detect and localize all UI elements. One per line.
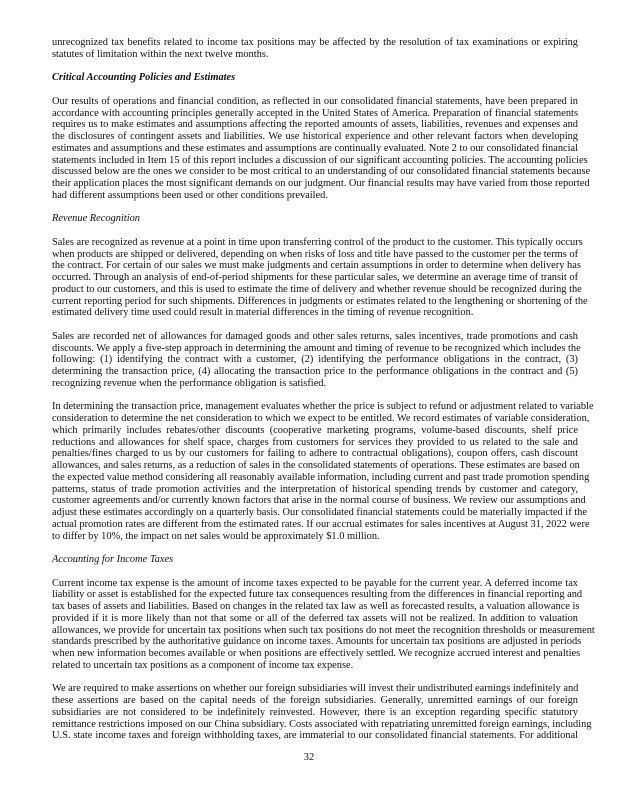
section-heading: Critical Accounting Policies and Estimates bbox=[52, 72, 236, 84]
text-line: following: (1) identifying the contract with a customer, (2) identifying the performance obligations in the contract, (3) bbox=[52, 354, 578, 366]
text-line: accordance with accounting principles generally accepted in the United States of America. Preparation of financial statements bbox=[52, 107, 578, 119]
page-number: 32 bbox=[303, 752, 315, 763]
text-line: requires us to make estimates and assumptions affecting the reported amounts of assets, liabilities, revenues and expenses and bbox=[52, 119, 578, 131]
paragraph bbox=[52, 236, 588, 319]
text-line: had different assumptions been used or other conditions prevailed. bbox=[52, 189, 328, 201]
text-line: when new information becomes available or when positions are effectively settled. We recognize accrued interest and penalties bbox=[52, 648, 581, 659]
text-line: which primarily includes rebates/other discounts (cooperative marketing programs, volume-based discounts, shelf price bbox=[52, 424, 578, 436]
text-line: unrecognized tax benefits related to income tax positions may be affected by the resolution of tax examinations or expiring bbox=[52, 37, 578, 48]
text-line: actual promotion rates are different from the estimated rates. If our accrual estimates for sales incentives at August 31, 2022 were bbox=[52, 518, 590, 530]
paragraph bbox=[52, 330, 581, 390]
text-line: when products are shipped or delivered, depending on when risks of loss and title have passed to the customer per the terms of bbox=[52, 248, 579, 260]
text-line: Sales are recognized as revenue at a point in time upon transferring control of the product to the customer. This typically occurs bbox=[52, 236, 583, 248]
paragraph bbox=[52, 683, 592, 742]
document-body bbox=[52, 37, 595, 754]
section-heading: Revenue Recognition bbox=[52, 213, 140, 225]
text-line: consideration to determine the net consideration to which we expect to be entitled. We record estimates of variable consideration, bbox=[52, 413, 590, 424]
text-line: penalties/fines charged to us by our customers for failing to adhere to contractual obligations), coupon offers, cash discount bbox=[52, 448, 578, 460]
text-line: the disclosures of contingent assets and liabilities. We use historical experience and other relevant factors when developing bbox=[52, 131, 578, 142]
text-line: tax bases of assets and liabilities. Based on changes in the related tax law as well as forecasted results, a valuation allowance is bbox=[52, 601, 580, 612]
text-line: standards prescribed by the authoritative guidance on income taxes. Amounts for uncertain tax positions are adjusted in periods bbox=[52, 636, 582, 648]
text-line: estimates and assumptions and these estimates and assumptions are continually evaluated. Note 2 to our consolidated financial bbox=[52, 142, 579, 154]
text-line: allowances, and sales returns, as a reduction of sales in the consolidated statements of operations. These estimates are based on bbox=[52, 460, 580, 471]
text-line: adjust these estimates accordingly on a quarterly basis. Our consolidated financial statements could be materially impacted if the bbox=[52, 507, 587, 518]
text-line: estimated delivery time used could result in material differences in the timing of revenue recognition. bbox=[52, 307, 474, 319]
text-line: recognizing revenue when the performance obligation is satisfied. bbox=[52, 377, 327, 389]
text-line: these assertions are based on the capital needs of the foreign subsidiaries. Generally, unremitted earnings of our foreign bbox=[52, 695, 578, 706]
text-line: remittance restrictions imposed on our China subsidiary. Costs associated with repatriating unremitted foreign earnings, including bbox=[52, 718, 592, 730]
text-line: related to uncertain tax positions as a component of income tax expense. bbox=[52, 659, 354, 671]
text-line: provided if it is more likely than not that some or all of the deferred tax assets will not be realized. In addition to valuation bbox=[52, 612, 578, 624]
text-line: Sales are recorded net of allowances for damaged goods and other sales returns, sales incentives, trade promotions and cash bbox=[52, 330, 578, 342]
text-line: Our results of operations and financial condition, as reflected in our consolidated financial statements, have been prepared in bbox=[52, 95, 578, 107]
text-line: patterns, status of trade promotion activities and the interpretation of historical spending trends by customer and category, bbox=[52, 483, 578, 495]
text-line: to differ by 10%, the impact on net sales would be approximately $1.0 million. bbox=[52, 530, 380, 542]
text-line: subsidiaries are not considered to be indefinitely reinvested. However, there is an exception regarding specific statutory bbox=[52, 706, 578, 718]
paragraph bbox=[52, 401, 594, 542]
text-line: Current income tax expense is the amount of income taxes expected to be payable for the current year. A deferred income tax bbox=[52, 577, 578, 589]
text-line: occurred. Through an analysis of end-of-period shipments for these particular sales, we determine an average time of transit of bbox=[52, 272, 579, 283]
text-line: product to our customers, and this is used to estimate the time of delivery and whether revenue should be recognized during the bbox=[52, 283, 582, 295]
text-line: their application places the most significant demands on our judgment. Our financial results may have varied from those reported bbox=[52, 178, 590, 189]
text-line: discounts. We apply a five-step approach in determining the amount and timing of revenue to be recognized which includes the bbox=[52, 342, 581, 354]
paragraph bbox=[52, 577, 595, 672]
text-line: In determining the transaction price, management evaluates whether the price is subject to refund or adjustment related to variable bbox=[52, 401, 594, 413]
text-line: discussed below are the ones we consider to be most critical to an understanding of our consolidated financial statements because bbox=[52, 166, 591, 178]
text-line: reductions and allowances for shelf space, charges from customers for services they provided to us related to the sale and bbox=[52, 436, 578, 448]
text-line: customer agreements and/or currently known factors that arise in the normal course of business. We review our assumptions and bbox=[52, 495, 586, 507]
paragraph bbox=[52, 37, 578, 61]
text-line: allowances, we provide for uncertain tax positions when such tax positions do not meet the recognition thresholds or measurement bbox=[52, 624, 595, 636]
section-heading: Accounting for Income Taxes bbox=[52, 554, 174, 565]
text-line: We are required to make assertions on whether our foreign subsidiaries will invest their undistributed earnings indefinitely and bbox=[52, 683, 579, 695]
text-line: statutes of limitation within the next twelve months. bbox=[52, 48, 269, 60]
text-line: the contract. For certain of our sales we must make judgments and certain assumptions in order to determine when delivery has bbox=[52, 260, 581, 272]
text-line: U.S. state income taxes and foreign withholding taxes, are immaterial to our consolidated financial statements. For additional bbox=[52, 730, 578, 742]
paragraph bbox=[52, 95, 591, 202]
text-line: the expected value method considering all reasonably available information, including current and past trade promotion spending bbox=[52, 471, 590, 483]
text-line: current reporting period for such shipments. Differences in judgments or estimates related to the lengthening or shortening of the bbox=[52, 295, 588, 307]
text-line: liability or asset is established for the expected future tax consequences resulting from the differences in financial reporting and bbox=[52, 589, 583, 601]
text-line: statements included in Item 15 of this report includes a discussion of our significant accounting policies. The accounting policies bbox=[52, 154, 588, 166]
text-line: determining the transaction price, (4) allocating the transaction price to the performance obligations in the contract and (5) bbox=[52, 366, 578, 377]
